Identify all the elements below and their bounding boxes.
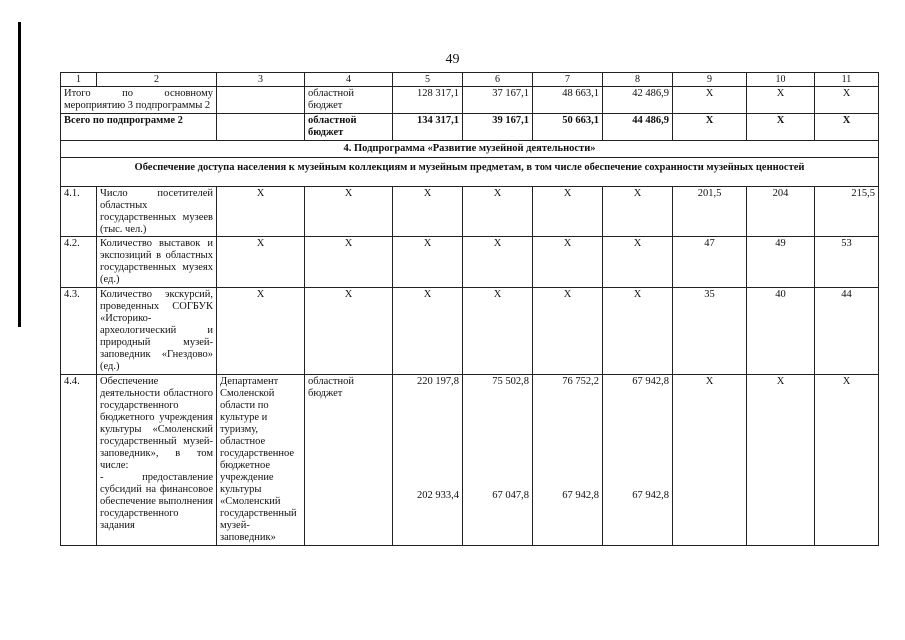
value-subsidy: 67 047,8 — [492, 490, 529, 501]
activity-sub-text: - предоставление субсидий на финансовое обеспечение выполнения государственного задания — [100, 472, 213, 531]
value-cell — [533, 375, 603, 546]
value-cell: 35 — [673, 288, 747, 375]
value-cell: Х — [747, 87, 815, 114]
value-cell: 44 — [815, 288, 879, 375]
value-subsidy: 67 942,8 — [562, 490, 599, 501]
col-header: 2 — [97, 73, 217, 87]
col-header: 9 — [673, 73, 747, 87]
value-cell: Х — [393, 187, 463, 237]
value-cell: Х — [673, 87, 747, 114]
col-header: 4 — [305, 73, 393, 87]
value-cell: Х — [747, 114, 815, 141]
value-total: 75 502,8 — [492, 376, 529, 387]
col-header: 6 — [463, 73, 533, 87]
value-cell: Х — [393, 288, 463, 375]
value-cell: Х — [393, 237, 463, 288]
indicator-name: Количество экскурсий, проведенных СОГБУК «Историко-археологический и природный музей-заповедник «Гнездово» (ед.) — [97, 288, 217, 375]
value-subsidy: 67 942,8 — [632, 490, 669, 501]
value-cell: Х — [217, 237, 305, 288]
value-cell: 50 663,1 — [533, 114, 603, 141]
value-cell: Х — [217, 187, 305, 237]
value-total: 76 752,2 — [562, 376, 599, 387]
value-cell: Х — [533, 288, 603, 375]
value-total: 67 942,8 — [632, 376, 669, 387]
row-label: Итого по основному мероприятию 3 подпрограммы 2 — [61, 87, 217, 114]
value-cell: 39 167,1 — [463, 114, 533, 141]
indicator-name: Количество выставок и экспозиций в областных государственных музеях (ед.) — [97, 237, 217, 288]
value-cell: Х — [217, 288, 305, 375]
value-cell: 44 486,9 — [603, 114, 673, 141]
funding-source: областной бюджет — [305, 114, 393, 141]
value-cell: Х — [463, 237, 533, 288]
value-cell: 40 — [747, 288, 815, 375]
funding-source: областной бюджет — [305, 87, 393, 114]
row-label: Всего по подпрограмме 2 — [61, 114, 217, 141]
value-cell: 47 — [673, 237, 747, 288]
value-cell: 42 486,9 — [603, 87, 673, 114]
value-cell: 204 — [747, 187, 815, 237]
funding-source: областной бюджет — [305, 375, 393, 546]
value-cell: 201,5 — [673, 187, 747, 237]
row-number: 4.4. — [61, 375, 97, 546]
col-header: 1 — [61, 73, 97, 87]
activity-main-text: Обеспечение деятельности областного государственного бюджетного учреждения культуры «Смоленский государственный музей-заповедник», в том числе: — [100, 376, 213, 471]
value-cell: Х — [747, 375, 815, 546]
value-cell: Х — [533, 187, 603, 237]
row-number: 4.3. — [61, 288, 97, 375]
value-cell: Х — [815, 114, 879, 141]
value-cell: Х — [603, 237, 673, 288]
table-row-total-subprogram2 — [61, 114, 879, 141]
activity-name — [97, 375, 217, 546]
value-cell: 134 317,1 — [393, 114, 463, 141]
col-header: 8 — [603, 73, 673, 87]
executor-cell — [217, 87, 305, 114]
value-cell: Х — [305, 237, 393, 288]
value-cell: Х — [603, 288, 673, 375]
section-title-row — [61, 141, 879, 158]
value-cell: Х — [533, 237, 603, 288]
value-cell: Х — [463, 187, 533, 237]
value-cell: Х — [673, 114, 747, 141]
value-cell: 53 — [815, 237, 879, 288]
table-row-4-1 — [61, 187, 879, 237]
table-row-4-3 — [61, 288, 879, 375]
value-cell: Х — [673, 375, 747, 546]
executor-cell — [217, 114, 305, 141]
section-title: 4. Подпрограмма «Развитие музейной деятельности» — [61, 141, 879, 158]
header-row — [61, 73, 879, 87]
value-cell: Х — [305, 187, 393, 237]
value-cell — [603, 375, 673, 546]
col-header: 10 — [747, 73, 815, 87]
value-total: 220 197,8 — [417, 376, 459, 387]
value-cell: Х — [815, 87, 879, 114]
table-row-total-measure3 — [61, 87, 879, 114]
goal-title-row — [61, 158, 879, 187]
program-table — [60, 72, 879, 546]
col-header: 11 — [815, 73, 879, 87]
value-cell: 215,5 — [815, 187, 879, 237]
table-row-4-4 — [61, 375, 879, 546]
row-number: 4.2. — [61, 237, 97, 288]
col-header: 3 — [217, 73, 305, 87]
value-cell — [463, 375, 533, 546]
value-cell: 49 — [747, 237, 815, 288]
col-header: 7 — [533, 73, 603, 87]
col-header: 5 — [393, 73, 463, 87]
executor-cell: Департамент Смоленской области по культуре и туризму, областное государственное бюджетное учреждение культуры «Смоленский государственный музей-заповедник» — [217, 375, 305, 546]
indicator-name: Число посетителей областных государственных музеев (тыс. чел.) — [97, 187, 217, 237]
page-number: 49 — [445, 52, 460, 67]
value-cell: Х — [463, 288, 533, 375]
value-cell: Х — [603, 187, 673, 237]
value-cell: Х — [815, 375, 879, 546]
value-cell: 128 317,1 — [393, 87, 463, 114]
value-cell: 37 167,1 — [463, 87, 533, 114]
goal-title: Обеспечение доступа населения к музейным коллекциям и музейным предметам, в том числе обеспечение сохранности музейных ценностей — [61, 158, 879, 187]
value-cell: Х — [305, 288, 393, 375]
value-subsidy: 202 933,4 — [417, 490, 459, 501]
row-number: 4.1. — [61, 187, 97, 237]
value-cell — [393, 375, 463, 546]
table-row-4-2 — [61, 237, 879, 288]
value-cell: 48 663,1 — [533, 87, 603, 114]
